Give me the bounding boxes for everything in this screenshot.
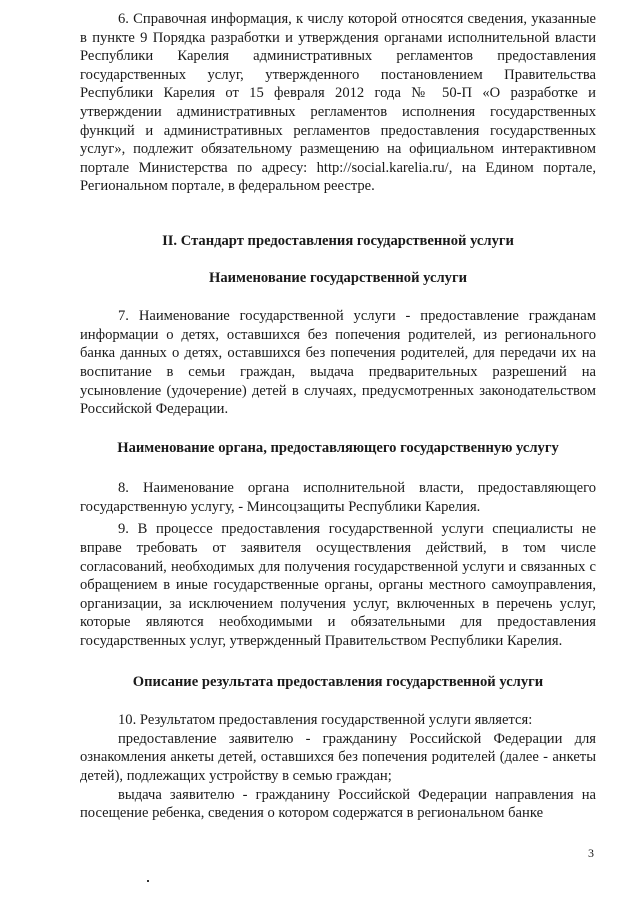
paragraph-10: 10. Результатом предоставления государственной услуги является: [118,712,533,729]
paragraph-8: 8. Наименование органа исполнительной власти, предоставляющего государственную услугу, - Минсоцзащиты Республики Карелия. [80,480,596,515]
section-heading: II. Стандарт предоставления государственной услуги [162,232,514,249]
paragraph-9: 9. В процессе предоставления государственной услуги специалисты не вправе требовать от заявителя осуществления действий, в том числе согласований, необходимых для получения государственной услуги и связанных с обращением в иные государственные органы, органы местного самоуправления, организации, за исключением получения услуг, включенных в перечень услуг, которые являются необходимыми и обязательными для предоставления государственных услуг, утвержденный Правительством Республики Карелия. [80,521,596,650]
document-body [80,10,596,823]
paragraph-10-item-a: предоставление заявителю - гражданину Российской Федерации для ознакомления анкеты детей, оставшихся без попечения родителей (далее - анкеты детей), подлежащих устройству в семью граждан; [80,730,596,784]
paragraph-10-item-b: выдача заявителю - гражданину Российской Федерации направления на посещение ребенка, сведения о котором содержатся в региональном банке [80,786,596,822]
paragraph-7: 7. Наименование государственной услуги - предоставление гражданам информации о детях, оставшихся без попечения родителей, из регионального банка данных о детях, оставшихся без попечения родителей, для передачи их на воспитание в семьи граждан, выдача предварительных разрешений на усыновление (удочерение) детей в случаях, предусмотренных законодательством Российской Федерации. [80,308,596,418]
subheading-result: Описание результата предоставления государственной услуги [132,673,544,690]
subheading-service-name: Наименование государственной услуги [209,269,467,286]
subheading-agency: Наименование органа, предоставляющего государственную услугу [117,439,559,456]
page-number: 3 [588,846,594,860]
scan-speck [147,880,149,882]
paragraph-6: 6. Справочная информация, к числу которой относятся сведения, указанные в пункте 9 Порядка разработки и утверждения органами исполнительной власти Республики Карелия административных регламентов предоставления государственных услуг, утвержденного постановлением Правительства Республики Карелия от 15 февраля 2012 года № 50-П «О разработке и утверждении административных регламентов исполнения государственных функций и административных регламентов предоставления государственных услуг», подлежит обязательному размещению на официальном интерактивном портале Министерства по адресу: http://social.karelia.ru/, на Едином портале, Региональном портале, в федеральном реестре. [80,11,596,195]
